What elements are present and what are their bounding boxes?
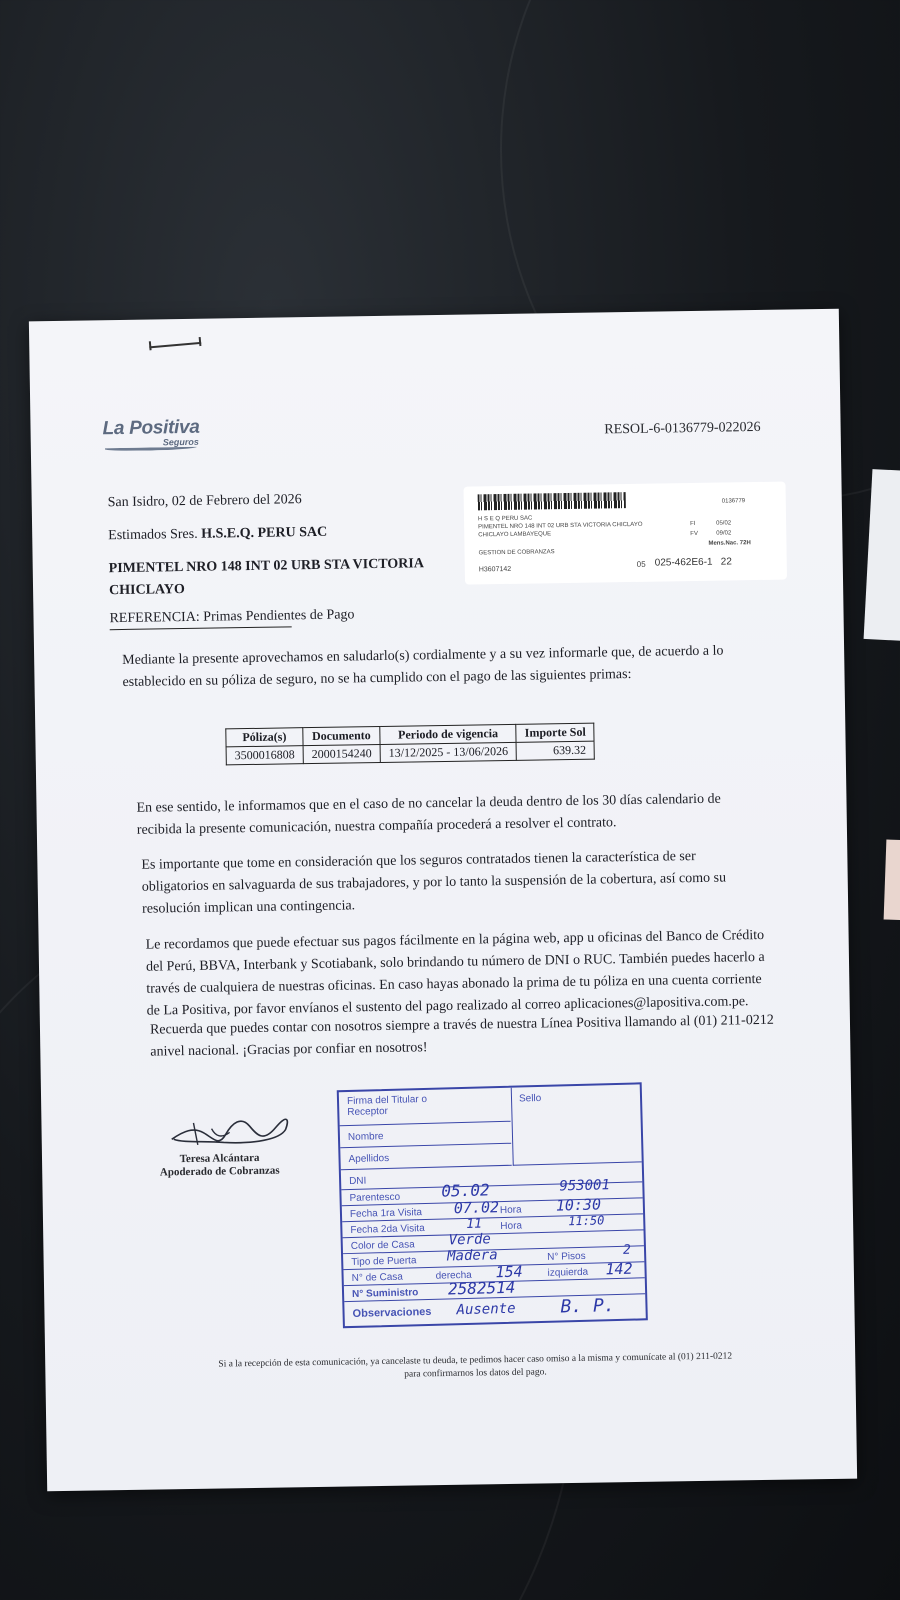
stamp-pisos-label: N° Pisos bbox=[547, 1250, 586, 1263]
recipient-address bbox=[109, 553, 430, 602]
logo-sub-text: Seguros bbox=[162, 436, 199, 448]
sticker-name: H S E Q PERU SAC bbox=[477, 515, 533, 523]
signer-block bbox=[152, 1151, 287, 1179]
hw-observaciones: Ausente bbox=[456, 1300, 516, 1319]
sticker-code-left: H3607142 bbox=[478, 565, 512, 574]
stamp-fecha1-label: Fecha 1ra Visita bbox=[349, 1207, 423, 1220]
header-periodo: Periodo de vigencia bbox=[380, 724, 517, 744]
background-paper bbox=[864, 469, 900, 641]
hw-pisos: 2 bbox=[622, 1242, 632, 1258]
hw-izquierda: 142 bbox=[605, 1259, 633, 1279]
hw-parentesco-date: 05.02 bbox=[441, 1180, 490, 1201]
delivery-stamp bbox=[337, 1082, 648, 1328]
header-documento: Documento bbox=[303, 726, 380, 745]
stamp-sello-label: Sello bbox=[518, 1092, 542, 1105]
stamp-parentesco-label: Parentesco bbox=[349, 1191, 401, 1204]
sticker-code-top: 0136779 bbox=[721, 498, 746, 505]
hw-puerta: Madera bbox=[446, 1247, 498, 1265]
recipient-name: H.S.E.Q. PERU SAC bbox=[201, 524, 328, 542]
cell-documento: 2000154240 bbox=[303, 744, 380, 763]
sticker-fi-value: 05/02 bbox=[716, 520, 732, 527]
signer-title: Apoderado de Cobranzas bbox=[159, 1164, 280, 1179]
logo-swoosh-icon bbox=[105, 445, 197, 451]
mail-label-sticker bbox=[464, 482, 787, 585]
hw-hora1: 10:30 bbox=[555, 1195, 602, 1215]
cell-periodo: 13/12/2025 - 13/06/2026 bbox=[380, 742, 517, 762]
hw-suministro: 2582514 bbox=[447, 1277, 516, 1299]
logo-main-text: La Positiva bbox=[102, 416, 200, 440]
signer-name: Teresa Alcántara bbox=[179, 1151, 260, 1166]
background-paper bbox=[884, 840, 900, 921]
paragraph-contact: Recuerda que puedes contar con nosotros siempre a través de nuestra Línea Positiva llamando al (01) 211-0212 anivel nacional. ¡Gracias por confiar en nosotros! bbox=[149, 1012, 774, 1060]
cell-poliza: 3500016808 bbox=[226, 746, 303, 765]
stamp-dni-label: DNI bbox=[348, 1175, 367, 1188]
address-line-2: CHICLAYO bbox=[108, 582, 185, 599]
sticker-address-2: CHICLAYO LAMBAYEQUE bbox=[478, 531, 552, 539]
stamp-observaciones-label: Observaciones bbox=[352, 1305, 432, 1320]
sticker-service: GESTION DE COBRANZAS bbox=[478, 549, 555, 557]
stamp-apellidos-label: Apellidos bbox=[348, 1152, 390, 1166]
hw-parentesco-num: 953001 bbox=[559, 1177, 611, 1195]
footer-note: Si a la recepción de esta comunicación, ya cancelaste tu deuda, te pedimos hacer caso omiso a la misma y comunícate al (01) 211-0212 para confirmarnos los datos del pago. bbox=[218, 1351, 733, 1380]
stamp-puerta-label: Tipo de Puerta bbox=[351, 1255, 417, 1268]
staple-mark bbox=[149, 342, 201, 348]
sticker-code-right: 025-462E6-1 bbox=[654, 556, 713, 569]
intro-paragraph: Mediante la presente aprovechamos en saludarlo(s) cordialmente y a su vez informarle que, de acuerdo a lo establecido en su póliza de seguro, no se ha cumplido con el pago de las siguientes primas: bbox=[122, 643, 724, 691]
paragraph-obligatory: Es importante que tome en consideración que los seguros contratados tienen la característica de ser obligatorios en salvaguarda de sus trabajadores, y por lo tanto la suspensión de la cobertura, así como su resolución implican una contingencia. bbox=[141, 849, 727, 917]
sticker-fi-label: FI bbox=[690, 520, 696, 528]
stamp-nombre-label: Nombre bbox=[347, 1131, 384, 1144]
pending-premiums-table bbox=[225, 723, 595, 766]
greeting bbox=[108, 522, 327, 547]
header-importe: Importe Sol bbox=[516, 723, 594, 742]
letter-page bbox=[29, 309, 857, 1492]
paragraph-payment-options: Le recordamos que puede efectuar sus pagos fácilmente en la página web, app u oficinas del Banco de Crédito del Perú, BBVA, Interbank y Scotiabank, solo brindando tu número de DNI o RUC. También puedes hacerlo a través de cualquiera de nuestras oficinas. En caso hayas abonado la prima de tu póliza en una cuenta corriente de La Positiva, por favor envíanos el sustento del pago realizado al correo aplicaciones@lapositiva.com.pe. bbox=[145, 927, 765, 1019]
greeting-prefix: Estimados Sres. bbox=[108, 526, 202, 544]
cell-importe: 639.32 bbox=[516, 741, 594, 760]
hw-fecha1: 07.02 bbox=[453, 1198, 500, 1218]
sticker-address-1: PIMENTEL NRO 148 INT 02 URB STA VICTORIA CHICLAYO bbox=[478, 521, 643, 531]
stamp-hora1-label: Hora bbox=[499, 1204, 522, 1217]
address-line-1: PIMENTEL NRO 148 INT 02 URB STA VICTORIA bbox=[108, 556, 425, 577]
handwritten-signature-icon bbox=[163, 1107, 294, 1153]
stamp-suministro-label: N° Suministro bbox=[351, 1287, 419, 1300]
stamp-fecha2-label: Fecha 2da Visita bbox=[350, 1223, 425, 1236]
company-logo bbox=[102, 416, 222, 448]
sticker-mens: Mens.Nac. 72H bbox=[708, 540, 751, 547]
header-poliza: Póliza(s) bbox=[226, 728, 303, 747]
stamp-ncasa-label: N° de Casa bbox=[351, 1271, 404, 1284]
sticker-code-right-suffix: 22 bbox=[720, 556, 732, 568]
paragraph-deadline: En ese sentido, le informamos que en el caso de no cancelar la deuda dentro de los 30 días calendario de recibida la presente comunicación, nuestra compañía procederá a resolver el contrato. bbox=[136, 791, 721, 838]
stamp-hora2-label: Hora bbox=[500, 1220, 523, 1233]
sticker-fv-value: 09/02 bbox=[716, 530, 732, 537]
reference-line: REFERENCIA: Primas Pendientes de Pago bbox=[109, 607, 355, 627]
resolution-code: RESOL-6-0136779-022026 bbox=[604, 419, 761, 438]
hw-initials: B. P. bbox=[560, 1295, 615, 1318]
barcode-icon bbox=[478, 492, 626, 510]
stamp-firma-label: Firma del Titular o Receptor bbox=[346, 1093, 428, 1119]
place-date: San Isidro, 02 de Febrero del 2026 bbox=[107, 492, 302, 511]
stamp-derecha-label: derecha bbox=[435, 1269, 472, 1282]
hw-derecha: 154 bbox=[495, 1262, 523, 1282]
hw-fecha2: 11 bbox=[466, 1216, 483, 1232]
stamp-color-label: Color de Casa bbox=[350, 1239, 415, 1252]
sticker-code-right-prefix: 05 bbox=[636, 559, 646, 569]
hw-color: Verde bbox=[448, 1231, 492, 1249]
sticker-fv-label: FV bbox=[690, 530, 699, 538]
hw-hora2: 11:50 bbox=[568, 1213, 605, 1229]
stamp-izquierda-label: izquierda bbox=[547, 1266, 589, 1279]
